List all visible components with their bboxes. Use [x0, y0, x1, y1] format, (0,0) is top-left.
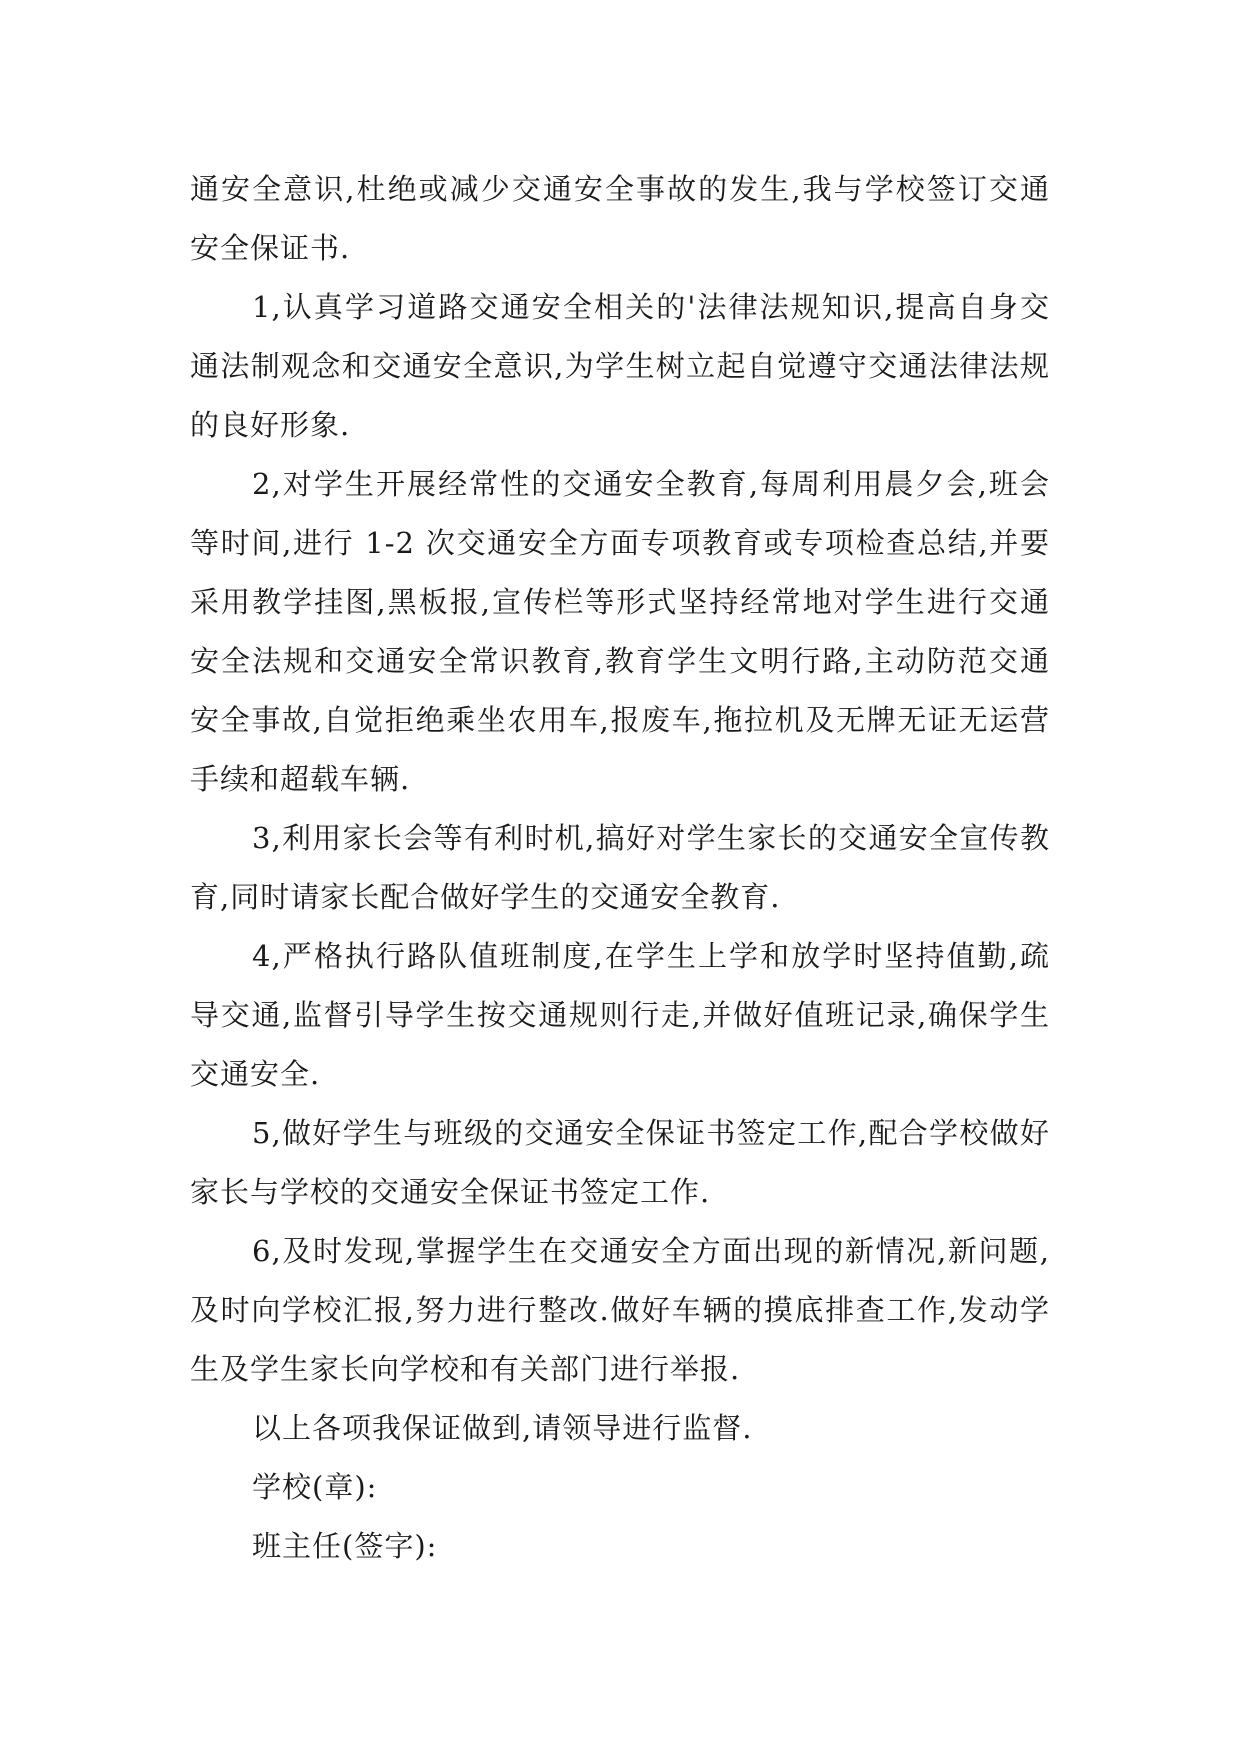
paragraph-intro-continued: 通安全意识,杜绝或减少交通安全事故的发生,我与学校签订交通安全保证书. — [190, 172, 1050, 265]
document-body — [190, 160, 1050, 1576]
paragraph-item-6: 6,及时发现,掌握学生在交通安全方面出现的新情况,新问题,及时向学校汇报,努力进行整改.做好车辆的摸底排查工作,发动学生及学生家长向学校和有关部门进行举报. — [190, 1234, 1050, 1386]
paragraph-item-5: 5,做好学生与班级的交通安全保证书签定工作,配合学校做好家长与学校的交通安全保证书签定工作. — [190, 1116, 1050, 1209]
paragraph-item-1: 1,认真学习道路交通安全相关的'法律法规知识,提高自身交通法制观念和交通安全意识,为学生树立起自觉遵守交通法律法规的良好形象. — [190, 290, 1050, 442]
teacher-signature-line: 班主任(签字): — [252, 1529, 438, 1563]
paragraph-item-3: 3,利用家长会等有利时机,搞好对学生家长的交通安全宣传教育,同时请家长配合做好学生的交通安全教育. — [190, 821, 1050, 914]
school-seal-line: 学校(章): — [252, 1470, 378, 1504]
paragraph-closing: 以上各项我保证做到,请领导进行监督. — [252, 1411, 753, 1445]
paragraph-item-4: 4,严格执行路队值班制度,在学生上学和放学时坚持值勤,疏导交通,监督引导学生按交通规则行走,并做好值班记录,确保学生交通安全. — [190, 939, 1050, 1091]
paragraph-item-2: 2,对学生开展经常性的交通安全教育,每周利用晨夕会,班会等时间,进行 1-2 次交通安全方面专项教育或专项检查总结,并要采用教学挂图,黑板报,宣传栏等形式坚持经常地对学生进行交通安全法规和交通安全常识教育,教育学生文明行路,主动防范交通安全事故,自觉拒绝乘坐农用车,报废车,拖拉机及无牌无证无运营手续和超载车辆. — [190, 467, 1050, 796]
